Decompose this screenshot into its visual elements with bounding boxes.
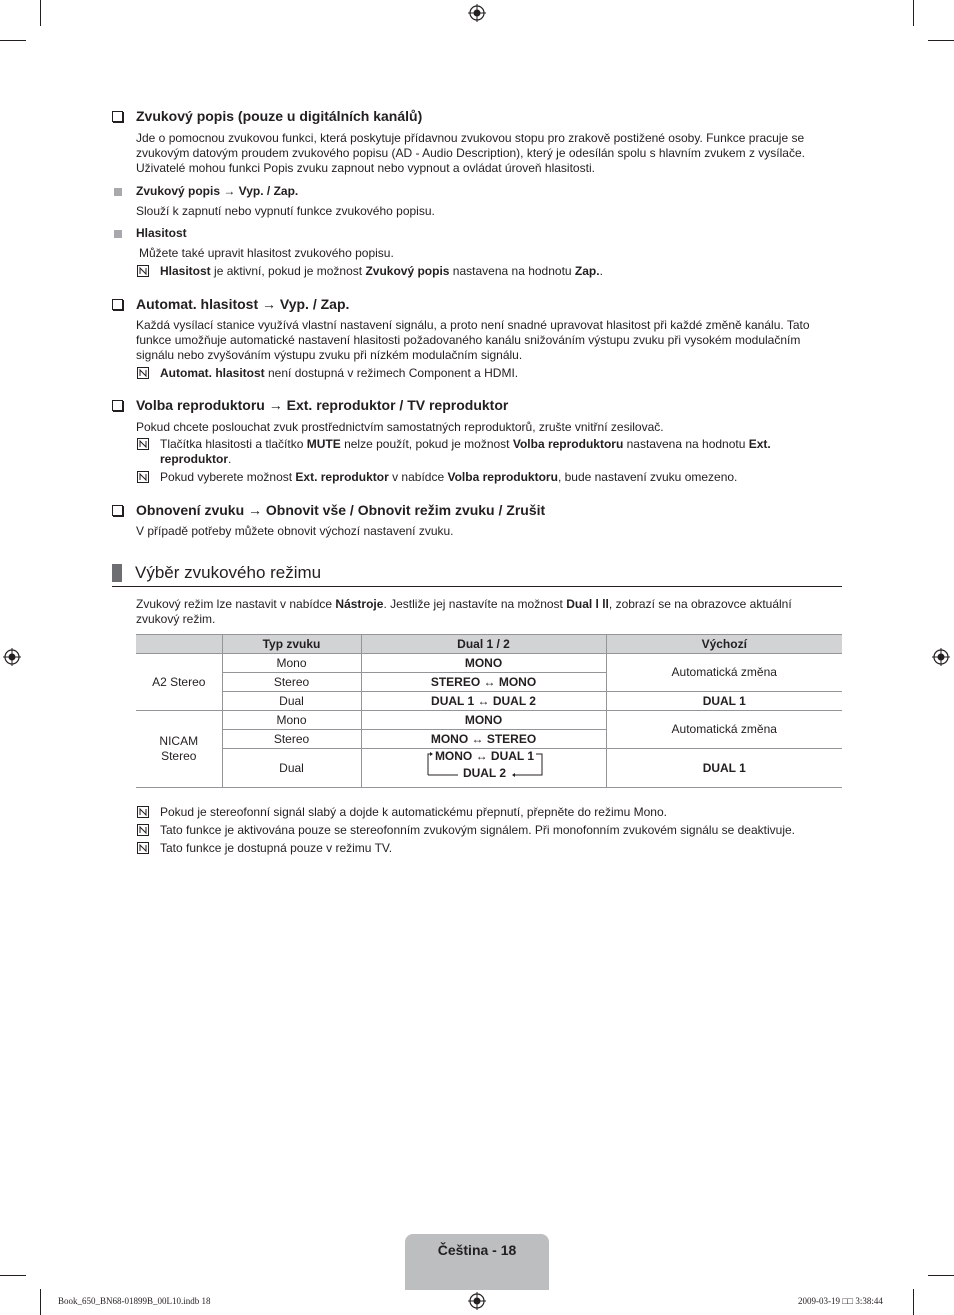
section-heading: Výběr zvukového režimu — [112, 563, 321, 583]
table-row: Dual DUAL 1 ↔ DUAL 2 DUAL 1 — [136, 692, 842, 711]
subitem-title-hlasitost: Hlasitost — [114, 226, 187, 241]
dual-cycle-diagram: MONO ↔ DUAL 1 DUAL 2 — [424, 749, 544, 783]
note-icon — [137, 471, 149, 483]
section-title-audio-description: Zvukový popis (pouze u digitálních kanálů) — [112, 108, 422, 125]
heading-bar-icon — [112, 564, 122, 582]
subitem-title-popis: Zvukový popis → Vyp. / Zap. — [114, 184, 298, 199]
note: Automat. hlasitost není dostupná v režimech Component a HDMI. — [137, 366, 837, 381]
table-group-label: A2 Stereo — [136, 654, 222, 711]
section-title-auto-volume: Automat. hlasitost → Vyp. / Zap. — [112, 296, 349, 313]
crop-mark — [913, 1289, 914, 1315]
note: Pokud vyberete možnost Ext. reproduktor v nabídce Volba reproduktoru, bude nastavení zvuku omezeno. — [137, 470, 837, 485]
section-body: V případě potřeby můžete obnovit výchozí nastavení zvuku. — [136, 524, 454, 538]
page-number: Čeština - 18 — [437, 1242, 517, 1258]
square-bullet-icon — [114, 188, 122, 196]
section-body: Pokud chcete poslouchat zvuk prostřednictvím samostatných reproduktorů, zrušte vnitřní zesilovač. — [136, 420, 664, 434]
table-row: Stereo STEREO ↔ MONO — [136, 673, 842, 692]
footnote: Tato funkce je aktivována pouze se stereofonním zvukovým signálem. Při monofonním zvukovém signálu se deaktivuje. — [137, 823, 837, 838]
crop-mark — [40, 0, 41, 26]
footnote: Pokud je stereofonní signál slabý a dojde k automatickému přepnutí, přepněte do režimu Mono. — [137, 805, 837, 820]
registration-mark-icon — [468, 4, 486, 22]
note-icon — [137, 367, 149, 379]
table-header — [136, 635, 222, 654]
table-header: Typ zvuku — [222, 635, 361, 654]
sound-mode-table — [136, 634, 842, 788]
table-header: Dual 1 / 2 — [361, 635, 606, 654]
section-title-sound-reset: Obnovení zvuku → Obnovit vše / Obnovit režim zvuku / Zrušit — [112, 502, 545, 519]
checkbox-bullet-icon — [112, 505, 123, 516]
section-body: Každá vysílací stanice využívá vlastní nastavení signálu, a proto není snadné upravovat hlasitost při každé změně kanálu. Tato funkce umožňuje automatické nastavení hlasitosti požadovaného kanálu snižováním výstupu zvuku při vysokém modulačním signálu nebo zvyšováním výstupu zvuku při nízkém modulačním signálu. — [136, 318, 810, 362]
table-group-label: NICAM Stereo — [136, 711, 222, 788]
registration-mark-icon — [468, 1292, 486, 1310]
checkbox-bullet-icon — [112, 400, 123, 411]
note-icon — [137, 806, 149, 818]
subitem-body: Můžete také upravit hlasitost zvukového popisu. — [139, 246, 394, 260]
note: Hlasitost je aktivní, pokud je možnost Zvukový popis nastavena na hodnotu Zap.. — [137, 264, 837, 279]
footnote: Tato funkce je dostupná pouze v režimu TV. — [137, 841, 837, 856]
crop-mark — [0, 1275, 26, 1276]
square-bullet-icon — [114, 230, 122, 238]
subitem-body: Slouží k zapnutí nebo vypnutí funkce zvukového popisu. — [136, 204, 435, 218]
table-row: Dual MONO ↔ DUAL 1 DUAL 2 DUAL 1 — [136, 749, 842, 788]
note-icon — [137, 824, 149, 836]
table-header: Výchozí — [606, 635, 842, 654]
section-title-speaker-select: Volba reproduktoru → Ext. reproduktor / TV reproduktor — [112, 397, 508, 414]
note-icon — [137, 265, 149, 277]
heading-rule — [112, 586, 842, 587]
checkbox-bullet-icon — [112, 111, 123, 122]
section-body: Jde o pomocnou zvukovou funkci, která poskytuje přídavnou zvukovou stopu pro zrakově postižené osoby. Funkce pracuje se zvukovým datovým proudem zvukového popisu (AD - Audio Description), který je odesílán spolu s hlavním zvukem z vysílače. Uživatelé mohou funkci Popis zvuku zapnout nebo vypnout a ovládat úroveň hlasitosti. — [136, 131, 805, 175]
table-row: NICAM Stereo Mono MONO Automatická změna — [136, 711, 842, 730]
checkbox-bullet-icon — [112, 299, 123, 310]
crop-mark — [928, 1275, 954, 1276]
page-number-tab — [405, 1234, 549, 1290]
note-icon — [137, 842, 149, 854]
table-row: A2 Stereo Mono MONO Automatická změna — [136, 654, 842, 673]
crop-mark — [928, 40, 954, 41]
note: Tlačítka hlasitosti a tlačítko MUTE nelze použít, pokud je možnost Volba reproduktoru nastavena na hodnotu Ext. reproduktor. — [137, 437, 837, 467]
registration-mark-icon — [932, 648, 950, 666]
table-row: Stereo MONO ↔ STEREO — [136, 730, 842, 749]
crop-mark — [913, 0, 914, 26]
print-slug-right: 2009-03-19 □□ 3:38:44 — [798, 1296, 883, 1306]
crop-mark — [40, 1289, 41, 1315]
print-slug-left: Book_650_BN68-01899B_00L10.indb 18 — [58, 1296, 211, 1306]
registration-mark-icon — [3, 648, 21, 666]
note-icon — [137, 438, 149, 450]
crop-mark — [0, 40, 26, 41]
intro-paragraph: Zvukový režim lze nastavit v nabídce Nástroje. Jestliže jej nastavíte na možnost Dual l ll, zobrazí se na obrazovce aktuální zvukový režim. — [136, 597, 792, 626]
